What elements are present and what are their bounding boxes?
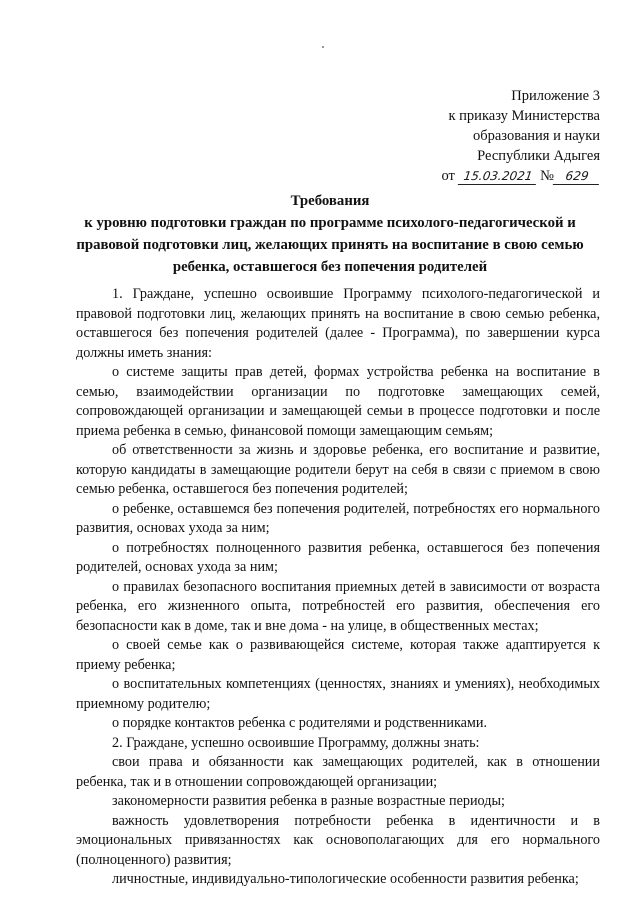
number-sign: №: [540, 168, 554, 184]
paragraph: личностные, индивидуально-типологические особенности развития ребенка;: [112, 871, 579, 887]
paragraph: о потребностях полноценного развития ребенка, оставшегося без попечения родителей, основах ухода за ним;: [76, 539, 600, 575]
republic-name: Республики Адыгея: [477, 148, 600, 164]
paragraph: о своей семье как о развивающейся системе, которая также адаптируется к приему ребенка;: [76, 637, 600, 673]
appendix-label: Приложение 3: [511, 88, 600, 104]
title-line-3: правовой подготовки лиц, желающих принять на воспитание в свою семью: [76, 237, 584, 253]
appendix-header: [442, 86, 601, 186]
paragraph: о системе защиты прав детей, формах устройства ребенка на воспитание в семью, взаимодействии организации по подготовке замещающих семей, сопровождающей организации и замещающей семьи в процессе подготовки и после приема ребенка в семью, финансовой помощи замещающим семьям;: [76, 364, 600, 439]
paragraph: 1. Граждане, успешно освоившие Программу психолого-педагогической и правовой подготовки лиц, желающих принять на воспитание в свою семью ребенка, оставшегося без попечения родителей (далее - Программа), по завершении курса должны иметь знания:: [76, 286, 600, 361]
paragraph: об ответственности за жизнь и здоровье ребенка, его воспитание и развитие, которую кандидаты в замещающие родители берут на себя в связи с приемом в свою семью ребенка, оставшегося без попечения родителей;: [76, 442, 600, 497]
paragraph: о порядке контактов ребенка с родителями и родственниками.: [112, 715, 488, 731]
handwritten-date: 15.03.2021: [457, 168, 537, 185]
paragraph: закономерности развития ребенка в разные возрастные периоды;: [112, 793, 505, 809]
title-line-4: ребенка, оставшегося без попечения родителей: [172, 259, 488, 275]
order-reference: к приказу Министерства: [448, 108, 600, 124]
ministry-name: образования и науки: [472, 128, 600, 144]
handwritten-number: 629: [553, 168, 601, 185]
order-date-row: [442, 166, 601, 186]
from-label: от: [441, 168, 455, 184]
document-body: [76, 285, 600, 890]
document-title: [60, 190, 600, 278]
paragraph: о ребенке, оставшемся без попечения родителей, потребностях его нормального развития, основах ухода за ним;: [76, 500, 600, 536]
paragraph: о правилах безопасного воспитания приемных детей в зависимости от возраста ребенка, его жизненного опыта, потребностей его развития, обеспечения его безопасности как в доме, так и вне дома - на улице, в общественных местах;: [76, 578, 600, 634]
paragraph: свои права и обязанности как замещающих родителей, как в отношении ребенка, так и в отношении сопровождающей организации;: [76, 754, 600, 790]
title-heading: Требования: [290, 193, 370, 209]
paragraph: 2. Граждане, успешно освоившие Программу, должны знать:: [112, 734, 480, 751]
title-line-2: к уровню подготовки граждан по программе психолого-педагогической и: [84, 215, 576, 231]
scan-speck: [322, 46, 324, 48]
paragraph: важность удовлетворения потребности ребенка в идентичности и в эмоциональных привязанностях как основополагающих для его нормального (полноценного) развития;: [76, 812, 600, 868]
paragraph: о воспитательных компетенциях (ценностях, знаниях и умениях), необходимых приемному родителю;: [76, 676, 600, 712]
